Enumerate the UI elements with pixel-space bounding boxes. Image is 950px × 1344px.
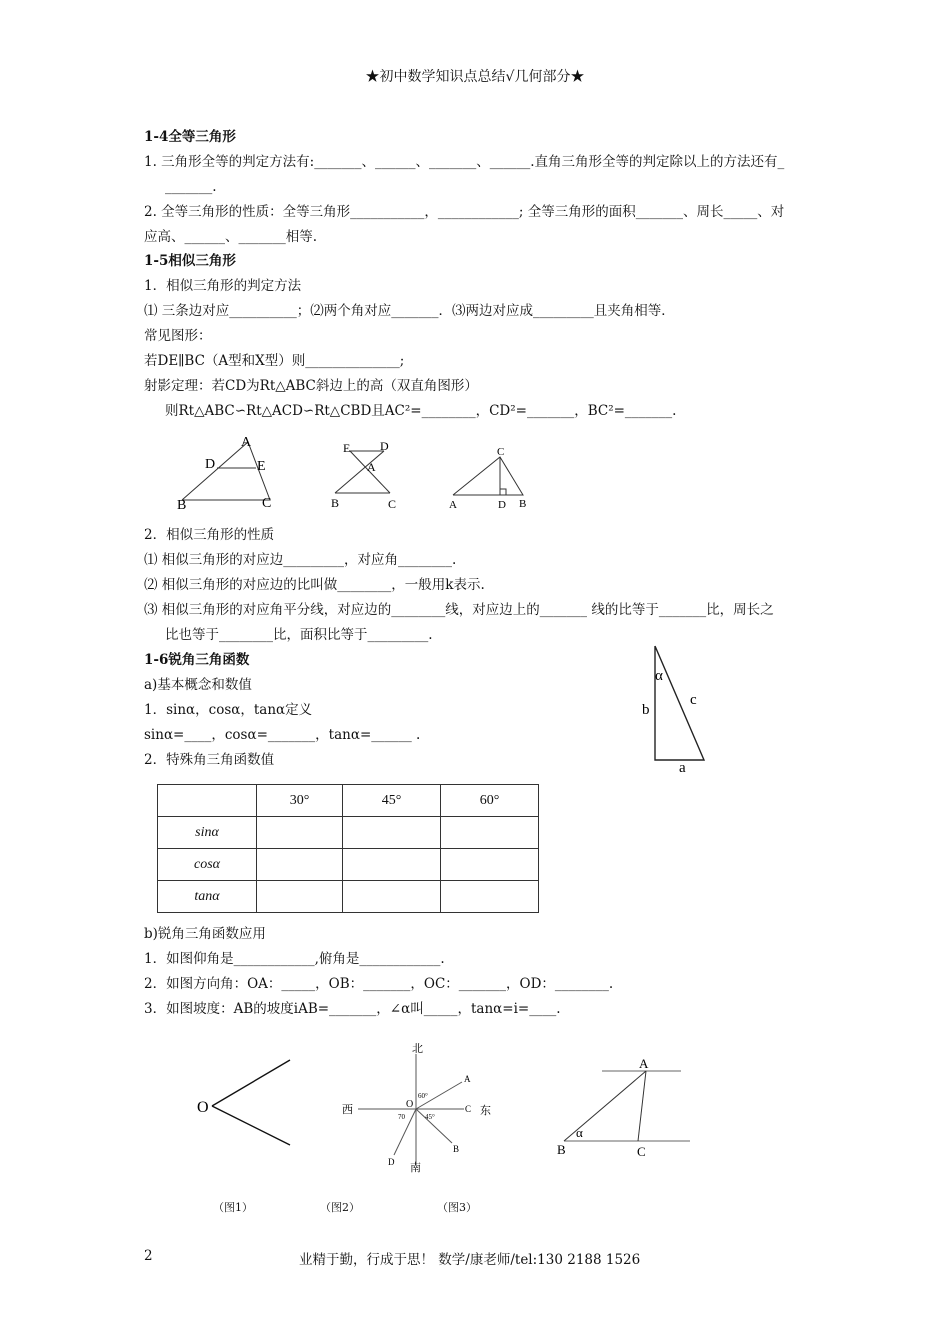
- page-number: 2: [144, 1248, 153, 1264]
- s14-line1b: _______.: [165, 179, 217, 195]
- s15-prop2: ⑵ 相似三角形的对应边的比叫做________，一般用k表示.: [144, 577, 485, 593]
- row-label-cos: cosα: [158, 849, 257, 881]
- table-cell: [441, 881, 539, 913]
- label-west: 西: [342, 1104, 353, 1116]
- label-A: A: [464, 1074, 471, 1084]
- trig-values-table: [157, 784, 539, 913]
- table-cell: [343, 817, 441, 849]
- row-label-sin: sinα: [158, 817, 257, 849]
- label-D: D: [388, 1157, 395, 1167]
- table-cell: [441, 849, 539, 881]
- label-A: A: [367, 460, 376, 474]
- label-O: O: [197, 1099, 209, 1116]
- label-A: A: [449, 499, 457, 511]
- s15-prop1: ⑴ 相似三角形的对应边_________，对应角________.: [144, 552, 457, 568]
- s16-b-title: b)锐角三角函数应用: [144, 926, 266, 942]
- section-title-1-6: 1-6锐角三角函数: [144, 652, 250, 668]
- s15-prop3b: 比也等于________比，面积比等于_________.: [165, 627, 433, 643]
- figure-a-type: [170, 430, 280, 515]
- label-A: A: [241, 435, 252, 450]
- s14-line1: 1. 三角形全等的判定方法有:_______、______、_______、______.直角三角形全等的判定除以上的方法还有_: [144, 154, 785, 170]
- figure-trig-triangle: [636, 640, 716, 780]
- table-header-row: [158, 785, 539, 817]
- label-alpha: α: [655, 668, 663, 684]
- table-cell: [257, 817, 343, 849]
- table-cell: [343, 881, 441, 913]
- label-angle-45: 45°: [425, 1113, 435, 1121]
- s15-line1: 1．相似三角形的判定方法: [144, 278, 302, 294]
- label-A: A: [639, 1056, 649, 1071]
- figure-3-slope: [550, 1050, 700, 1165]
- figure-1-elevation: [192, 1050, 302, 1155]
- section-title-1-4: 1-4全等三角形: [144, 129, 236, 145]
- label-B: B: [331, 496, 340, 510]
- caption-fig-2: （图2）: [320, 1201, 360, 1214]
- label-a: a: [679, 760, 686, 776]
- table-row: [158, 881, 539, 913]
- table-cell: [343, 849, 441, 881]
- label-C: C: [497, 446, 505, 458]
- label-c: c: [690, 692, 697, 708]
- table-cell: [158, 785, 257, 817]
- label-east: 东: [480, 1105, 491, 1117]
- label-alpha: α: [576, 1125, 583, 1140]
- s16-a3: 2．特殊角三角函数值: [144, 752, 275, 768]
- label-north: 北: [412, 1043, 423, 1055]
- table-row: [158, 817, 539, 849]
- figure-x-type: [330, 435, 410, 515]
- table-row: [158, 849, 539, 881]
- label-E: E: [257, 459, 266, 474]
- page-header: ★初中数学知识点总结√几何部分★: [365, 69, 585, 85]
- label-D: D: [380, 439, 389, 453]
- label-angle-60: 60°: [418, 1092, 428, 1100]
- label-angle-70: 70: [398, 1113, 405, 1121]
- s15-line5: 射影定理：若CD为Rt△ABC斜边上的高（双直角图形）: [144, 378, 478, 394]
- s15-prop-title: 2．相似三角形的性质: [144, 527, 275, 543]
- s15-line6: 则Rt△ABC∽Rt△ACD∽Rt△CBD且AC²=________，CD²=_______，BC²=_______.: [165, 403, 677, 419]
- label-B: B: [453, 1144, 460, 1154]
- figure-right-triangle: [445, 440, 535, 515]
- s15-prop3: ⑶ 相似三角形的对应角平分线，对应边的________线，对应边上的_______ 线的比等于_______比，周长之: [144, 602, 774, 618]
- s14-line2: 2. 全等三角形的性质：全等三角形___________，____________; 全等三角形的面积_______、周长_____、对: [144, 204, 785, 220]
- table-cell: [257, 849, 343, 881]
- label-O: O: [406, 1099, 414, 1110]
- label-C: C: [465, 1104, 472, 1114]
- label-B: B: [519, 498, 527, 510]
- s16-a2: sinα=____，cosα=_______，tanα=______ .: [144, 727, 421, 743]
- s16-b3: 3．如图坡度：AB的坡度iAB=_______，∠α叫_____，tanα=i=____.: [144, 1001, 561, 1017]
- label-C: C: [262, 496, 272, 511]
- s16-b1: 1．如图仰角是____________,俯角是____________.: [144, 951, 445, 967]
- label-b: b: [642, 702, 650, 718]
- s15-line3: 常见图形：: [144, 328, 212, 344]
- table-header-60: 60°: [441, 785, 539, 817]
- label-E: E: [343, 441, 351, 455]
- label-D: D: [205, 457, 216, 472]
- figure-2-compass: [336, 1040, 496, 1180]
- footer-text: 业精于勤，行成于思！ 数学/康老师/tel:130 2188 1526: [299, 1252, 641, 1268]
- table-cell: [441, 817, 539, 849]
- label-C: C: [388, 497, 397, 511]
- label-south: 南: [410, 1162, 421, 1174]
- caption-fig-3: （图3）: [437, 1201, 477, 1214]
- caption-fig-1: （图1）: [213, 1201, 253, 1214]
- row-label-tan: tanα: [158, 881, 257, 913]
- label-D: D: [498, 499, 506, 511]
- table-cell: [257, 881, 343, 913]
- label-B: B: [557, 1142, 566, 1157]
- s15-line4: 若DE∥BC（A型和X型）则______________;: [144, 353, 405, 369]
- s16-a-title: a)基本概念和数值: [144, 677, 252, 693]
- section-title-1-5: 1-5相似三角形: [144, 253, 236, 269]
- label-C: C: [637, 1144, 646, 1159]
- s14-line2b: 应高、______、_______相等.: [144, 229, 318, 245]
- s16-a1: 1．sinα，cosα，tanα定义: [144, 702, 313, 718]
- s16-b2: 2．如图方向角：OA：_____，OB：_______，OC：_______，OD：________.: [144, 976, 614, 992]
- table-header-30: 30°: [257, 785, 343, 817]
- label-B: B: [177, 498, 187, 513]
- s15-line2: ⑴ 三条边对应__________；⑵两个角对应_______．⑶两边对应成_________且夹角相等．: [144, 303, 675, 319]
- table-header-45: 45°: [343, 785, 441, 817]
